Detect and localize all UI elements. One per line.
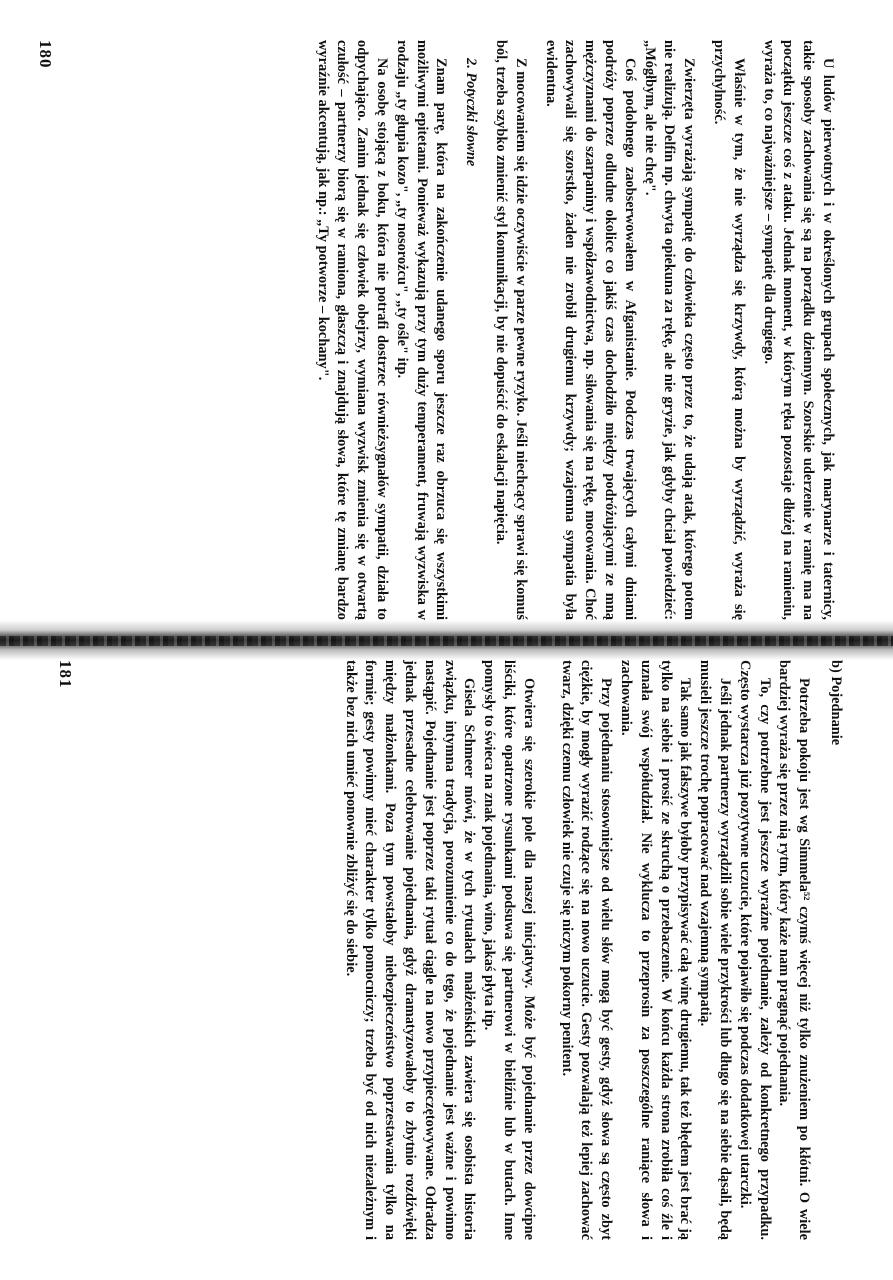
right-page-content (25, 660, 845, 1240)
paragraph: Zwierzęta wyrażają sympatię do człowieka często przez to, że udają atak, którego potem nie realizują. Delfin np. chwyta opiekuna za rękę, ale nie gryzie, jak gdyby chciał powiedzieć: „Mógłbym, ale nie chcę". (641, 40, 698, 620)
section-title: 2. Potyczki słowne (463, 58, 480, 167)
paragraph: Tak samo jak fałszywe byłoby przypisywać całą winę drugiemu, tak też błędem jest brać ją tylko na siebie i prosić ze skruchą o przebaczenie. W końcu każda strona zrobiła coś źle i uznała swój współudział. Nie wyklucza to przeprosin za poszczególne raniące słowa i zachowania. (618, 660, 694, 1240)
paragraph: Potrzeba pokoju jest wg Simmela⁵² czymś więcej niż tylko znużeniem po kłótni. O wiele bardziej wyraża się przez nią rytm, który każe nam pragnąć pojednania. (776, 660, 813, 1240)
gutter-shadow (0, 636, 893, 646)
paragraph: U ludów pierwotnych i w określonych grupach społecznych, jak marynarze i taternicy, takie sposoby zachowania się są na porządku dziennym. Szorskie uderzenie w ramię ma na początku jeszcze coś z ataku. Jednak moment, w którym ręka pozostaje dłużej na ramieniu, wyraża to, co najważniejsze – sympatię dla drugiego. (760, 40, 836, 620)
paragraph: Przy pojednaniu stosowniejsze od wielu słów mogą być gesty, gdyż słowa są często zbyt ciężkie, by mogły wyrazić rodzące się na nowo uczucie. Gesty pozwalają też lepiej zachować twarz, dzięki czemu człowiek nie czuje się niczym pokorny penitent. (558, 660, 615, 1240)
right-page (0, 660, 893, 1280)
page-number: 181 (56, 660, 75, 689)
paragraph: Jeśli jednak partnerzy wyrządzili sobie wiele przykrości lub długo się na siebie dąsali, będą musieli jeszcze trochę popracować nad wzajemną sympatią. (697, 660, 734, 1240)
left-page-content (25, 40, 845, 620)
paragraph: Na osobę stojącą z boku, która nie potrafi dostrzec równieżsygnałów sympatii, działa to odpychająco. Zanim jednak się człowiek obejrzy, wymiana wyzwisk zmienia się w otwartą czułość – partnerzy biorą się w ramiona, głaszczą i znajdują słowa, które tę zmianę bardzo wyraźnie akcentują, jak np.: „Ty potworze – kochany". (314, 40, 391, 620)
paragraph: Z mocowaniem się idzie oczywiście w parze pewne ryzyko. Jeśli niechcący sprawi się komuś ból, trzeba szybko zmienić styl komunikacji, by nie dopuścić do eskalacji napięcia. (493, 40, 529, 620)
subsection-title: b) Pojednanie (828, 660, 844, 746)
page-number: 180 (36, 40, 55, 69)
paragraph: Coś podobnego zaobserwowałem w Afganistanie. Podczas trwających całymi dniami podróży poprzez odludne okolice co jakiś czas dochodziło między podróżującymi ze mną mężczyznami do szarpaniny i współzawodnictwa, np. siłowania się na rękę, mocowania. Choć zachowywali się szorstko, żaden nie zrobił drugiemu krzywdy; wzajemna sympatia była ewidentna. (542, 40, 638, 620)
right-page-text (340, 660, 845, 1240)
paragraph: Znam parę, która na zakończenie udanego sporu jeszcze raz obrzuca się wszystkimi możliwymi epitetami. Ponieważ wykazują przy tym duży temperament, fruwają wyzwiska w rodzaju „ty głupia kozo", „ty nosorożcu", „ty ośle" itp. (393, 40, 450, 620)
paragraph: Gisela Schmeer mówi, że w tych rytuałach małżeńskich zawiera się osobista historia związku, intymna tradycja, porozumienie co do tego, że pojednanie jest ważne i powinno nastąpić. Pojednanie jest poprzez taki rytuał ciągle na nowo przypieczętowywane. Odradza jednak przesadne celebrowanie pojednania, gdyż dramatyzowałoby to zbytnio rozdźwięki między małżonkami. Poza tym powstałoby niebezpieczeństwo poprzestawania tylko na formie; gesty powinny mieć charakter tylko pomocniczy; trzeba być od nich niezależnym i także bez nich umieć ponownie zbliżyć się do siebie. (342, 660, 478, 1240)
left-page (0, 0, 893, 620)
paragraph: Właśnie w tym, że nie wyrządza się krzywdy, którą można by wyrządzić, wyraża się przychylność. (711, 40, 747, 620)
paragraph: Otwiera się szerokie pole dla naszej inicjatywy. Może być pojednanie przez dowcipne liściki, które opatrzone rysunkami podsuwa się partnerowi w bieliźnie lub w butach. Inne pomysły to świeca na znak pojednania, wino, jakaś płyta itp. (481, 660, 537, 1240)
left-page-text (312, 40, 837, 620)
paragraph: To, czy potrzebne jest jeszcze wyraźne pojednanie, zależy od konkretnego przypadku. Często wystarcza już pozytywne uczucie, które pojawiło się podczas dodatkowej utarczki. (736, 660, 773, 1240)
